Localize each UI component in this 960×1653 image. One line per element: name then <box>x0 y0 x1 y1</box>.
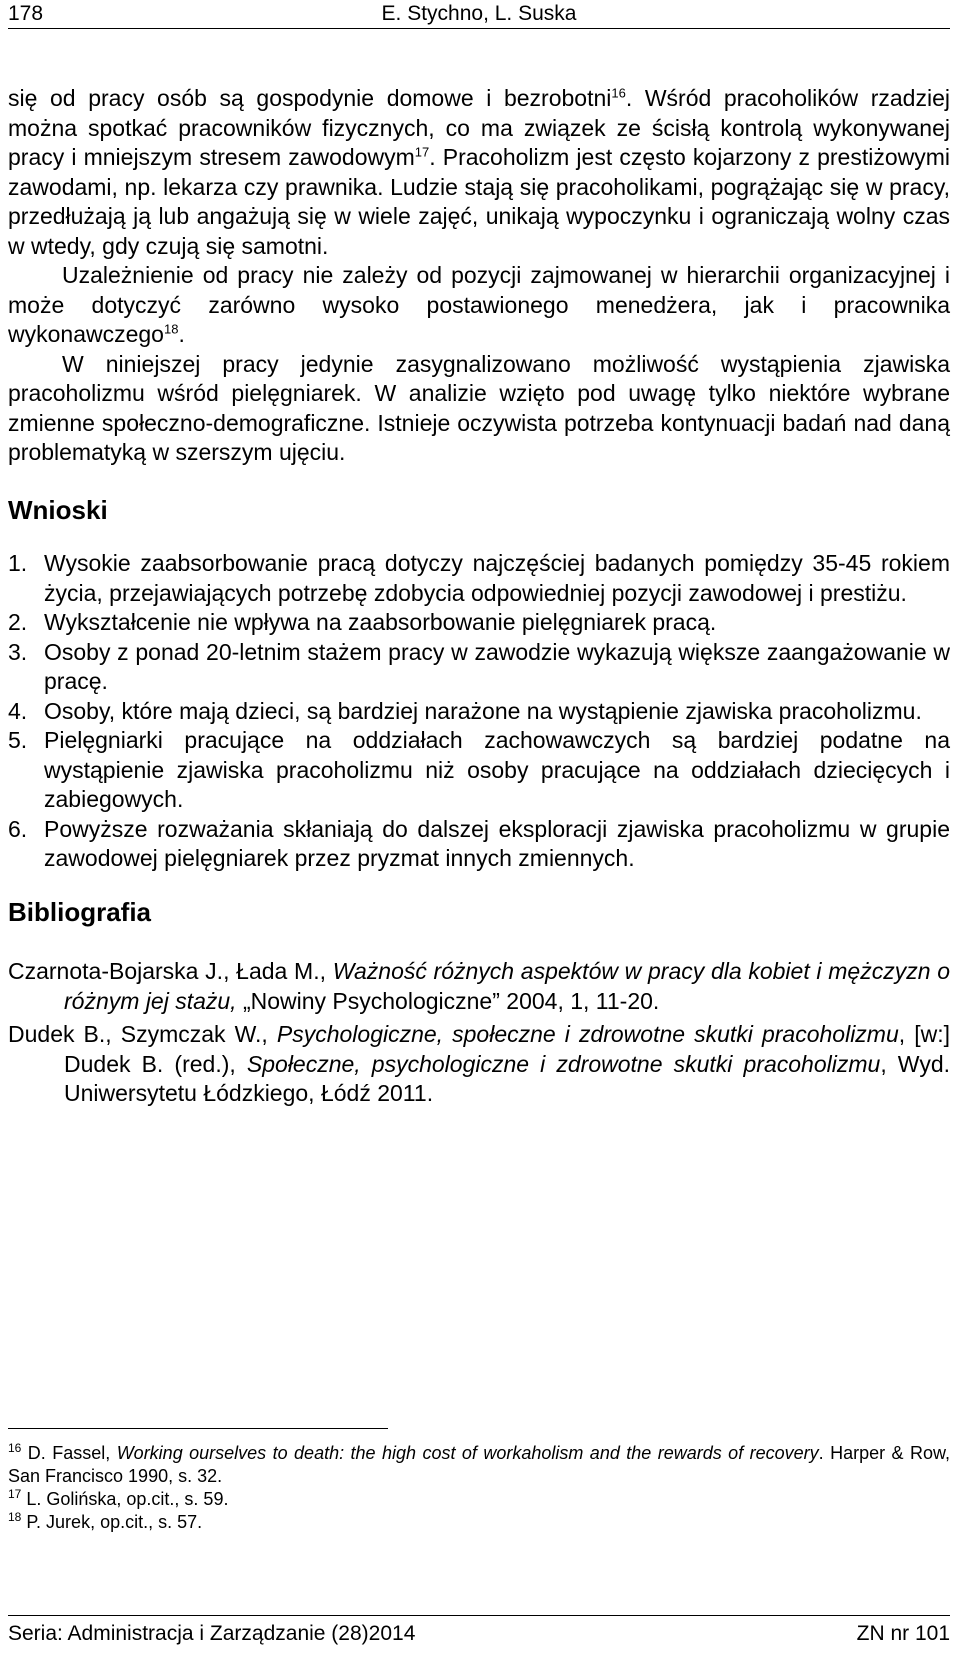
list-item-text: Wykształcenie nie wpływa na zaabsorbowanie pielęgniarek pracą. <box>44 609 717 635</box>
footnote-ref-18[interactable]: 18 <box>163 321 179 337</box>
footnote-ref-16[interactable]: 16 <box>611 85 626 101</box>
bib-in: , [w:] Dudek B. (red.), <box>64 1021 950 1077</box>
bib-source: , Wyd. Uniwersytetu Łódzkiego, Łódź 2011. <box>64 1050 950 1106</box>
section-heading-conclusions: Wnioski <box>8 494 108 525</box>
list-item-number: 6. <box>8 815 28 842</box>
footnote-17 <box>8 1488 950 1511</box>
paragraph-1-text-a: się od pracy osób są gospodynie domowe i bezrobotni <box>8 85 612 111</box>
running-title: E. Stychno, L. Suska <box>381 2 577 25</box>
series-name: Seria: Administracja i Zarządzanie (28)2014 <box>8 1622 416 1645</box>
footnote-number: 18 <box>8 1510 22 1524</box>
list-item-number: 4. <box>8 697 28 724</box>
paragraph-1 <box>8 84 950 261</box>
footnote-title: Working ourselves to death: the high cost of workaholism and the rewards of recovery <box>116 1443 819 1463</box>
bibliography-list <box>8 957 950 1109</box>
paragraph-2-text-a: Uzależnienie od pracy nie zależy od pozycji zajmowanej w hierarchii organizacyjnej i może dotyczyć zarówno wysoko postawionego menedżera, jak i pracownika wykonawczego <box>8 262 950 347</box>
footnote-18 <box>8 1511 950 1534</box>
list-item-text: Pielęgniarki pracujące na oddziałach zachowawczych są bardziej podatne na wystąpienie zjawiska pracoholizmu niż osoby pracujące na oddziałach dziecięcych i zabiegowych. <box>44 727 950 812</box>
footnote-16 <box>8 1442 950 1488</box>
paragraph-1-text-b: . Wśród pracoholików rzadziej można spotkać pracowników fizycznych, co ma związek ze ścisłą kontrolą wykonywanej pracy i mniejszym stresem zawodowym <box>8 85 950 170</box>
footnote-source: . Harper & Row, San Francisco 1990, s. 32. <box>8 1443 950 1486</box>
footnote-ref-17[interactable]: 17 <box>414 144 430 160</box>
bibliography-entry <box>8 957 950 1016</box>
bib-book-title: Społeczne, psychologiczne i zdrowotne skutki pracoholizmu <box>246 1050 881 1077</box>
paragraph-2 <box>8 261 950 350</box>
footnote-number: 16 <box>8 1441 22 1455</box>
list-item-number: 5. <box>8 727 28 753</box>
list-item <box>8 726 950 815</box>
list-item-text: Osoby, które mają dzieci, są bardziej narażone na wystąpienie zjawiska pracoholizmu. <box>44 697 922 724</box>
page-header <box>8 0 950 29</box>
bib-authors: Czarnota-Bojarska J., Łada M., <box>8 958 333 984</box>
page-footer <box>8 1615 950 1650</box>
list-item <box>8 608 950 638</box>
list-item <box>8 815 950 874</box>
list-item <box>8 638 950 697</box>
list-item <box>8 697 950 727</box>
list-item-text: Wysokie zaabsorbowanie pracą dotyczy najczęściej badanych pomiędzy 35-45 rokiem życia, przejawiających potrzebę zdobycia odpowiedniej pozycji zawodowej i prestiżu. <box>44 550 950 606</box>
paragraph-1-text-c: . Pracoholizm jest często kojarzony z prestiżowymi zawodami, np. lekarza czy prawnika. Ludzie stają się pracoholikami, pogrążając się w pracy, przedłużają ją lub angażują się w wiele zajęć, unikają wypoczynku i ograniczają wolny czas w wtedy, gdy czują się samotni. <box>8 144 950 259</box>
footnote-text: L. Golińska, op.cit., s. 59. <box>21 1489 229 1509</box>
paragraph-2-text-b: . <box>178 321 185 347</box>
footnotes <box>8 1442 950 1534</box>
footnote-number: 17 <box>8 1487 22 1501</box>
list-item-number: 2. <box>8 609 28 635</box>
bib-title: Ważność różnych aspektów w pracy dla kobiet i mężczyzn o różnym jej stażu, <box>64 958 950 1014</box>
bib-source: „Nowiny Psychologiczne” 2004, 1, 11-20. <box>236 987 660 1014</box>
bib-authors: Dudek B., Szymczak W., <box>8 1021 277 1047</box>
bibliography-entry <box>8 1020 950 1109</box>
bib-title: Psychologiczne, społeczne i zdrowotne skutki pracoholizmu <box>276 1021 899 1047</box>
list-item-text: Powyższe rozważania skłaniają do dalszej eksploracji zjawiska pracoholizmu w grupie zawodowej pielęgniarek przez pryzmat innych zmiennych. <box>44 815 950 871</box>
footnote-text: P. Jurek, op.cit., s. 57. <box>21 1512 203 1532</box>
footnote-separator <box>8 1428 388 1429</box>
article-body <box>8 84 950 1113</box>
paragraph-3: W niniejszej pracy jedynie zasygnalizowano możliwość wystąpienia zjawiska pracoholizmu wśród pielęgniarek. W analizie wzięto pod uwagę tylko niektóre wybrane zmienne społeczno-demograficzne. Istnieje oczywista potrzeba kontynuacji badań nad daną problematyką w szerszym ujęciu. <box>8 350 950 465</box>
issue-number: ZN nr 101 <box>856 1622 950 1645</box>
list-item-number: 3. <box>8 638 28 665</box>
footnote-author: D. Fassel, <box>21 1443 117 1463</box>
conclusions-list <box>8 549 950 874</box>
list-item <box>8 549 950 608</box>
list-item-text: Osoby z ponad 20-letnim stażem pracy w zawodzie wykazują większe zaangażowanie w pracę. <box>44 638 950 694</box>
section-heading-bibliography: Bibliografia <box>8 896 152 927</box>
page-number: 178 <box>8 2 44 25</box>
list-item-number: 1. <box>8 550 28 576</box>
